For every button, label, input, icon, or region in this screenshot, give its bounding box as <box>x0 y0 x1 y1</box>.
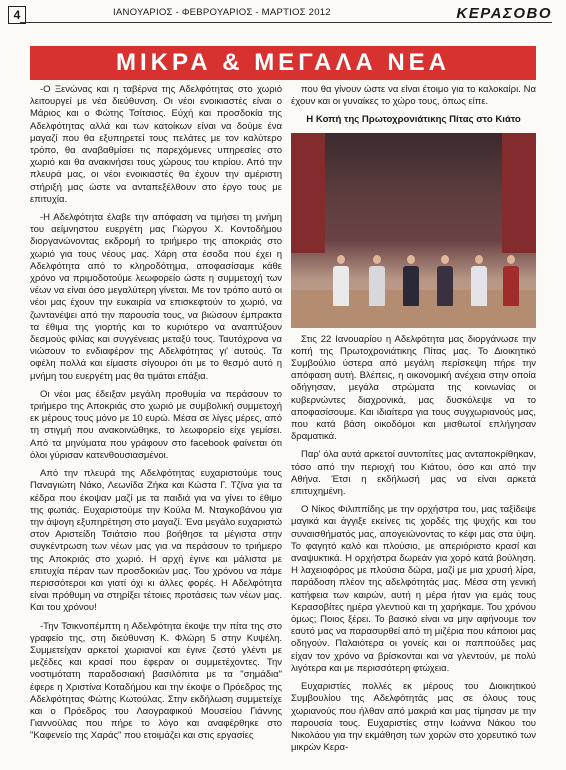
paragraph: Παρ' όλα αυτά αρκετοί συντοπίτες μας ανταποκρίθηκαν, τόσο από την περιοχή του Κιάτου, όσο και από την Αθήνα. Έτσι η εκδήλωσή μας να είναι αρκετά επιτυχημένη. <box>291 449 536 498</box>
paragraph: -Η Αδελφότητα έλαβε την απόφαση να τιμήσει τη μνήμη του αείμνηστου ευεργέτη μας Γιώργου Χ. Κοντοδήμου διοργανώνοντας εκδρομή το τριήμερο της αποκριάς στο χωριό για τους νέους μας. Χάρη στα έσοδα που έχει η Αδελφότητα από το κληροδότημα, αποφασίσαμε κάθε χρόνο να πριμοδοτούμε λεωφορείο ώστε η συμμετοχή των νέων να είναι όσο μεγαλύτερη γίνεται. Με τον τρόπο αυτό οι νέοι μας έχουν την ευκαιρία να επισκεφτούν το χωριό, να ζωντανέψει από την παρουσία τους, να βιώσουν έμπρακτα τα έθιμα της γιορτής και το κυριότερο να αναπτύξουν δεσμούς φιλίας και συγγένειας μεταξύ τους. Ταυτόχρονα να νιώσουν το ενδιαφέρον της Αδελφότητας γι' αυτούς. Τα οφέλη πολλά και είμαστε σίγουροι ότι με το θεσμό αυτό η μνήμη του ευεργέτη μας θα τιμάται επάξια. <box>30 212 282 382</box>
right-column <box>291 84 536 760</box>
magazine-title: ΚΕΡΑΣΟΒΟ <box>456 5 552 22</box>
paragraph: Ο Νίκος Φιλιππίδης με την ορχήστρα του, μας ταξίδεψε μαγικά και άγγιξε εκείνες τις χορδές της ψυχής και του συναισθήματός μας, απογειώνοντας το κέφι μας στα ύψη. Το φαγητό καλό και πλούσιο, με απεριόριστο κρασί και αναψυκτικά. Η ορχήστρα δωρεάν για χορό κατά βούληση. Η λαχειοφόρος με πλούσια δώρα, μαζί με μια χρυσή λίρα, παράδοση πλέον της αδελφότητάς μας. Μέσα στη γενική κατήφεια των καιρών, αυτή η μέρα ήταν για εμάς τους Κερασοβίτες ημέρα γλεντιού και τη χαρήκαμε. Του χρόνου όμως; Ποιος ξέρει. Το βασικό είναι να μην αφήνουμε τον εαυτό μας να παρασυρθεί από τη μιζέρια που κάποιοι μας οδηγούν. Παλαιότερα οι γονείς και οι παππούδες μας είχαν τον χρόνο να βρίσκονται και να γλεντούν, με πολύ λιγότερα και με περισσότερη φτώχεια. <box>291 504 536 674</box>
issue-date: ΙΑΝΟΥΑΡΙΟΣ - ΦΕΒΡΟΥΑΡΙΟΣ - ΜΑΡΤΙΟΣ 2012 <box>113 7 331 18</box>
section-banner: ΜΙΚΡΑ & ΜΕΓΑΛΑ ΝΕΑ <box>30 46 536 80</box>
header-rule <box>20 22 552 23</box>
paragraph: Οι νέοι μας έδειξαν μεγάλη προθυμία να περάσουν το τριήμερο της Αποκριάς στο χωριό με συμβολική συμμετοχή εκ μέρους τους μόνο με 10 ευρώ. Μέσα σε λίγες μέρες, από τη στιγμή που ανακοινώθηκε, το λεωφορείο είχε γεμίσει. Από τα μηνύματα που γράφουν στο facebook φαίνεται ότι όλοι γύρισαν κατενθουσιασμένοι. <box>30 388 282 461</box>
dance-photo <box>291 133 536 328</box>
paragraph: Στις 22 Ιανουαρίου η Αδελφότητα μας διοργάνωσε την κοπή της Πρωτοχρονιάτικης Πίτας μας. Το Διοικητικό Συμβούλιο ύστερα από μεγάλη περίσκεψη πήρε την απόφαση αυτή. Βλέπεις, η οικονομική ανέχεια στην οποία οδήγησαν, μεγάλα στρώματα της κοινωνίας οι κυβερνώντες διαχρονικά, μας δυσκόλεψε να το αποφασίσουμε. Και ιδιαίτερα για τους συγχωριανούς μας, που κατά βάση οικοδόμοι και μισθωτοί επλήγησαν δραματικά. <box>291 333 536 443</box>
curtain-right <box>502 133 536 253</box>
photo-caption: Η Κοπή της Πρωτοχρονιάτικης Πίτας στο Κιάτο <box>306 114 521 126</box>
paragraph: Ευχαριστίες πολλές εκ μέρους του Διοικητικού Συμβουλίου της Αδελφότητάς μας σε όλους τους χωριανούς που ήλθαν από μακριά και μας τίμησαν με την παρουσία τους. Ευχαριστίες στην Ιωάννα Νάκου του Νικολάου για την εκμάθηση των χορών στο χορευτικό των μικρών Κερα- <box>291 681 536 754</box>
paragraph: -Την Τσικνοπέμπτη η Αδελφότητα έκοψε την πίτα της στο γραφείο της, στη διεύθυνση Κ. Φλώρη 5 στην Κυψέλη. Συμμετείχαν αρκετοί χωριανοί και έγινε ζεστό γλέντι με μεζέδες και κρασί που έφεραν οι συμμετέχοντες. Την νοστιμότατη παραδοσιακή βασιλόπιτα με τα "σημάδια" έφερε η Χριστίνα Κοταδήμου και την έκοψε ο Πρόεδρος της Αδελφότητας Φώτης Κωτούλας. Στην εκδήλωση συμμετείχε και ο Πρόεδρος του Λαογραφικού Μουσείου Γιάννης Γιαννούλας που πήρε το λόγο και αναφέρθηκε στο "Καφενείο της Χαράς" που ετοιμάζει και στις εργασίες <box>30 620 282 742</box>
page-number: 4 <box>8 6 26 24</box>
paragraph: που θα γίνουν ώστε να είναι έτοιμο για το καλοκαίρι. Να έχουν και οι γυναίκες το χώρο τους, όπως είπε. <box>291 84 536 108</box>
paragraph: Από την πλευρά της Αδελφότητας ευχαριστούμε τους Παναγιώτη Νάκο, Λεωνίδα Ζήκα και Κώστα Γ. Τζίνα για τα κέδρα που έκοψαν μαζί με τα παιδιά για να γίνει το έθιμο της φωτιάς. Ευχαριστούμε την Κούλα Μ. Νταγκοβάνου για την άψογη εξυπηρέτηση στο μαγαζί. Ένα μεγάλο ευχαριστώ στον Αριστείδη Τσιάτσιο που βοήθησε τα μέγιστα στην συγκέντρωση των νέων μας για να περάσουν το τριήμερο της Αποκριάς στο χωριό. Η αρχή έγινε και μάλιστα με επιτυχία πέραν των προσδοκιών μας. Του χρόνου να πάμε περισσότεροι και γιατί όχι κι άλλες φορές. Η Αδελφότητα είναι πρόθυμη να στηρίξει τέτοιες προτάσεις των νέων μας. Και του χρόνου! <box>30 468 282 614</box>
paragraph: -Ο Ξενώνας και η ταβέρνα της Αδελφότητας στο χωριό λειτουργεί με νέα διεύθυνση. Οι νέοι ενοικιαστές είναι ο Μάριος και ο Φώτης Τσίτσιος. Εύχή και προσδοκία της Αδελφότητας αλλά και των κατοίκων είναι να δούμε ένα μαγαζί που θα εξυπηρετεί τους πελάτες με τον καλύτερο τρόπο, θα αναβαθμίσει τις παρεχόμενες υπηρεσίες στο χωριό και θα ανακινήσει τους χώρους του κτιρίου. Από την πλευρά μας, οι νέοι ενοικιαστές θα έχουν την αμέριστη στήριξή μας ώστε να ανταπεξέλθουν στο έργο τους με επιτυχία. <box>30 84 282 205</box>
curtain-left <box>291 133 325 253</box>
left-column <box>30 84 282 749</box>
